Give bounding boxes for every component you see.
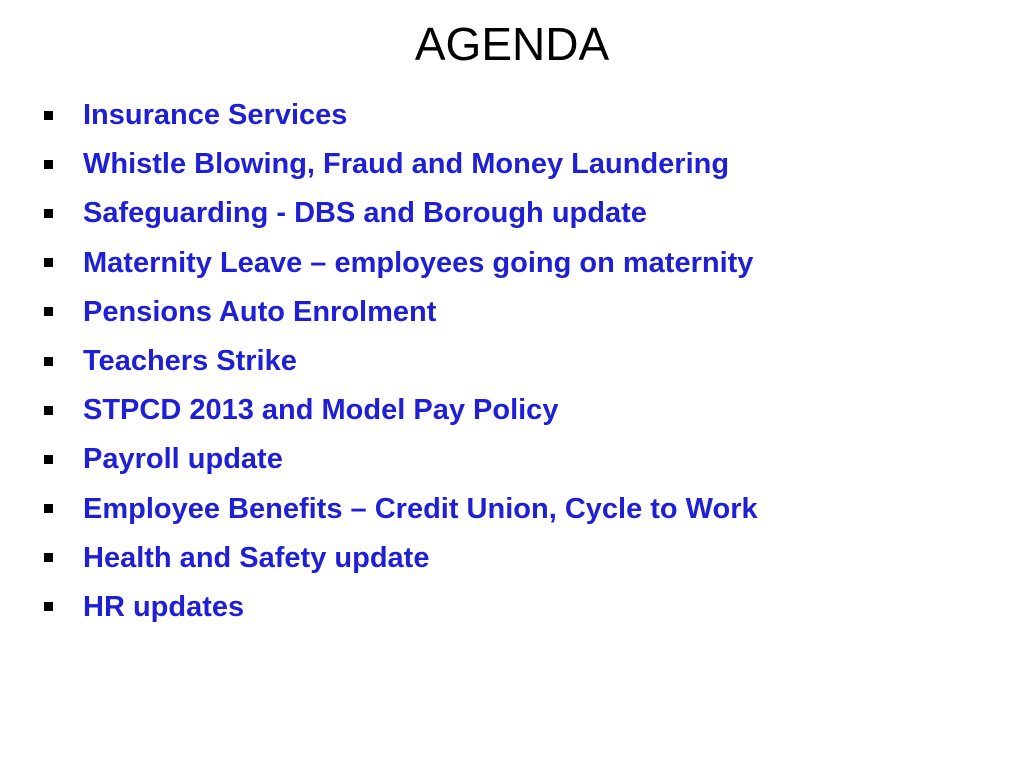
square-bullet-icon: [44, 111, 53, 120]
list-item-label: Whistle Blowing, Fraud and Money Laundering: [83, 148, 730, 181]
square-bullet-icon: [44, 553, 53, 562]
list-item-label: Payroll update: [83, 443, 283, 476]
square-bullet-icon: [44, 307, 53, 316]
square-bullet-icon: [44, 504, 53, 513]
square-bullet-icon: [44, 455, 53, 464]
list-item-label: Safeguarding - DBS and Borough update: [83, 197, 647, 230]
page-title: AGENDA: [414, 18, 610, 70]
list-item-label: Teachers Strike: [83, 345, 297, 378]
square-bullet-icon: [44, 258, 53, 267]
square-bullet-icon: [44, 602, 53, 611]
square-bullet-icon: [44, 357, 53, 366]
list-item-label: Insurance Services: [83, 99, 348, 132]
list-item-label: Employee Benefits – Credit Union, Cycle to Work: [83, 492, 758, 525]
list-item-label: Health and Safety update: [83, 541, 430, 574]
list-item-label: HR updates: [83, 590, 245, 623]
square-bullet-icon: [44, 209, 53, 218]
square-bullet-icon: [44, 406, 53, 415]
list-item-label: STPCD 2013 and Model Pay Policy: [83, 394, 559, 427]
square-bullet-icon: [44, 160, 53, 169]
list-item-label: Pensions Auto Enrolment: [83, 295, 437, 328]
list-item-label: Maternity Leave – employees going on maternity: [83, 246, 754, 279]
